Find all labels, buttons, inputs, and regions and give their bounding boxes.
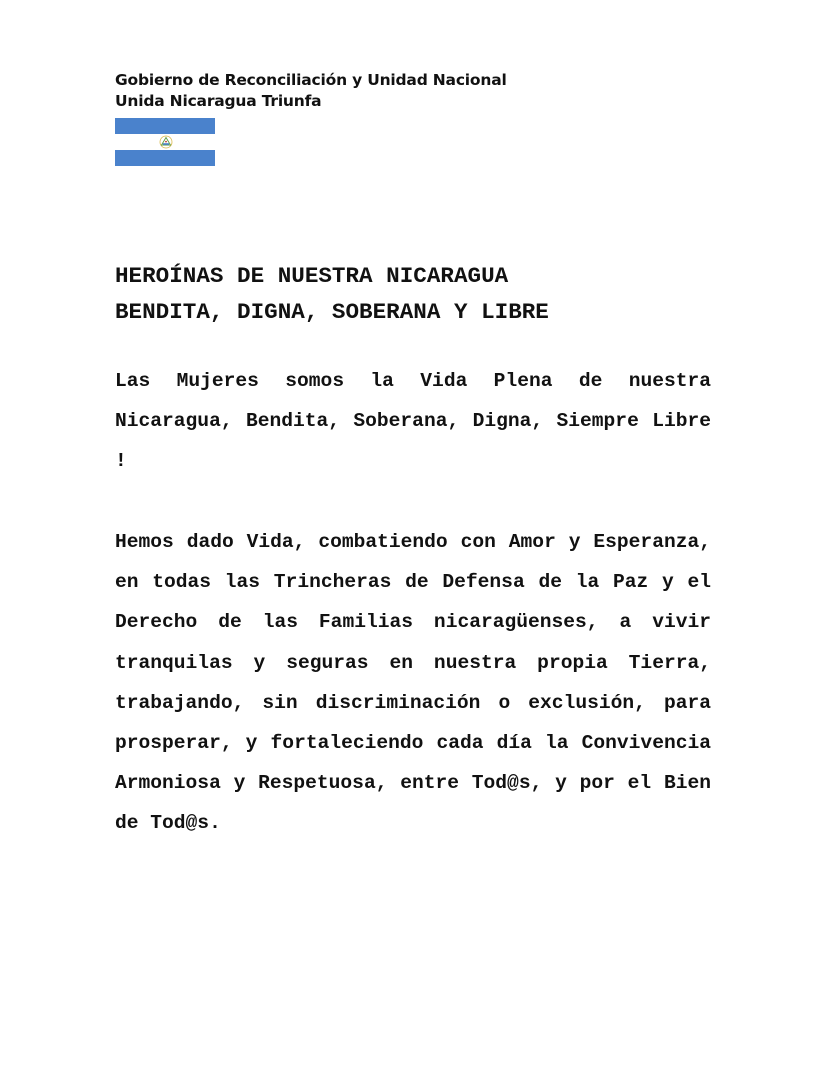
flag-bottom-stripe xyxy=(115,150,215,166)
paragraph-1: Las Mujeres somos la Vida Plena de nuestra Nicaragua, Bendita, Soberana, Digna, Siempre Libre ! xyxy=(115,370,711,473)
flag-top-stripe xyxy=(115,118,215,134)
paragraph-2: Hemos dado Vida, combatiendo con Amor y Esperanza, en todas las Trincheras de Defensa de la Paz y el Derecho de las Familias nicaragüenses, a vivir tranquilas y seguras en nuestra propia Tierra, trabajando, sin discriminación o exclusión, para prosperar, y fortaleciendo cada día la Convivencia Armoniosa y Respetuosa, entre Tod@s, y por el Bien de Tod@s. xyxy=(115,531,711,835)
government-name: Gobierno de Reconciliación y Unidad Nacional xyxy=(115,71,507,89)
title-line-2: BENDITA, DIGNA, SOBERANA Y LIBRE xyxy=(115,299,549,325)
government-slogan: Unida Nicaragua Triunfa xyxy=(115,92,322,110)
document-title xyxy=(115,258,549,330)
coat-of-arms-icon xyxy=(159,135,173,149)
title-line-1: HEROÍNAS DE NUESTRA NICARAGUA xyxy=(115,263,509,289)
nicaragua-flag-icon xyxy=(115,118,215,166)
government-header xyxy=(115,70,507,112)
